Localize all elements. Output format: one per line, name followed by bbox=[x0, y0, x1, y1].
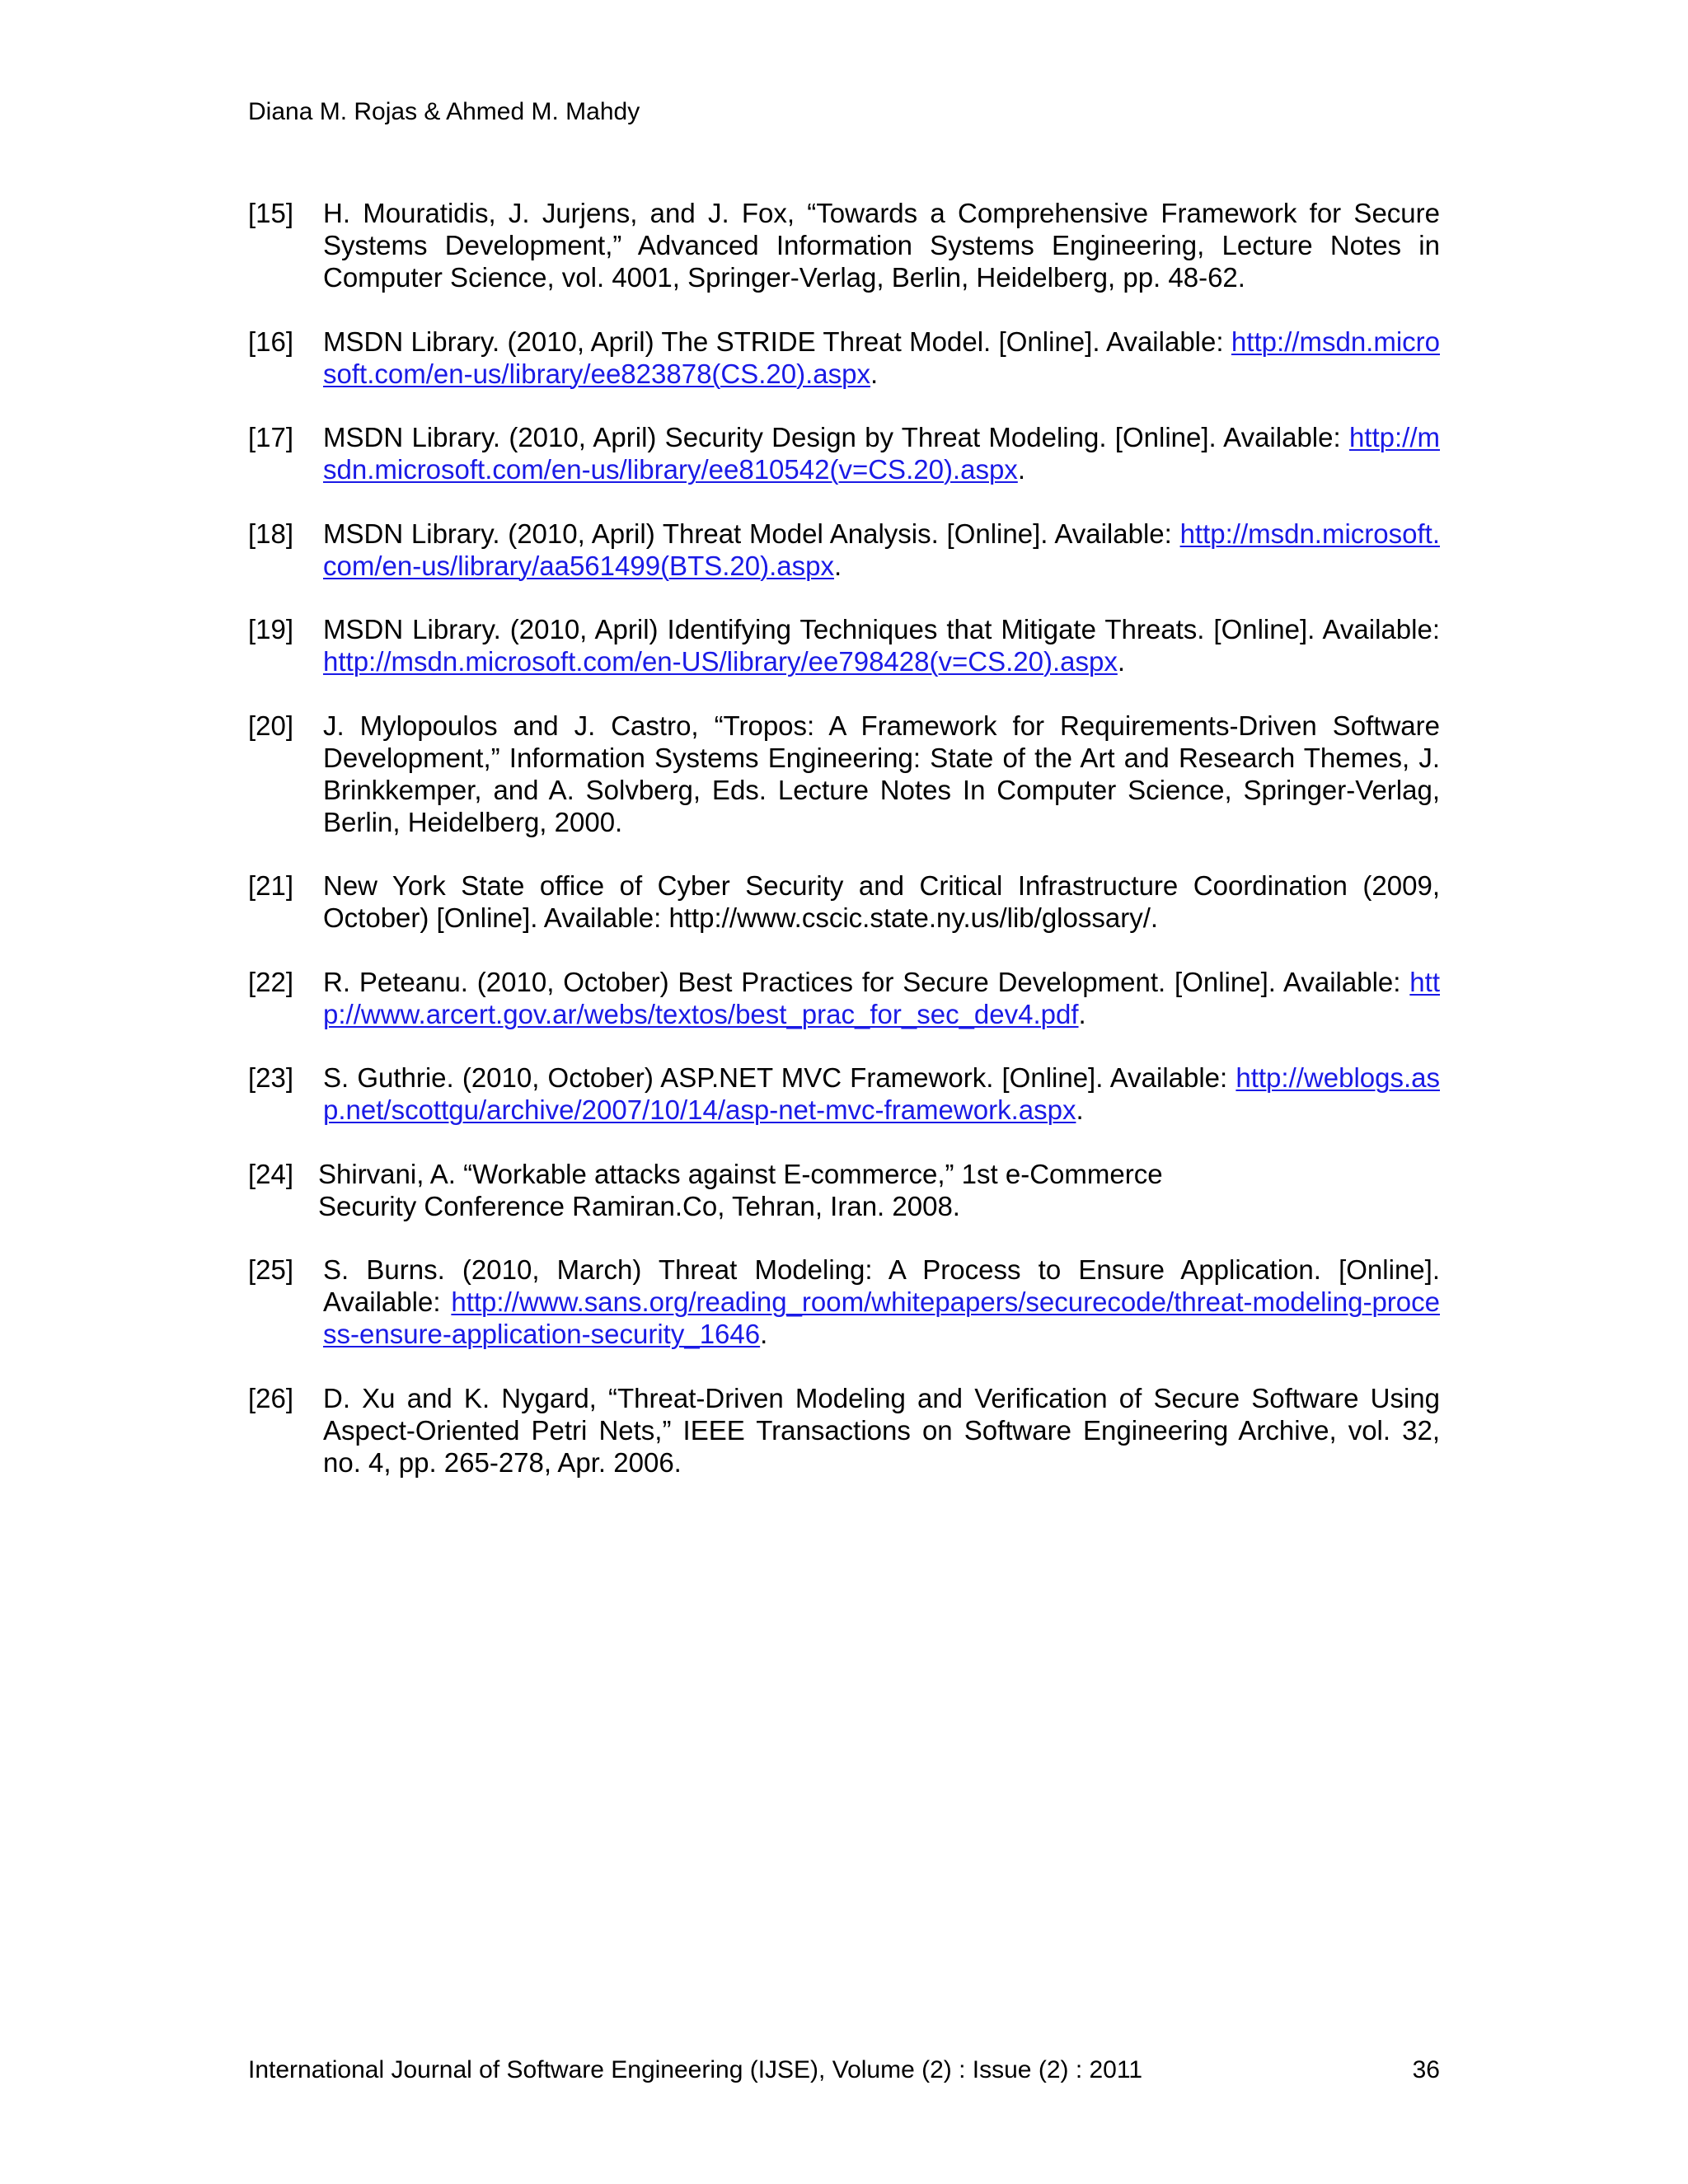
reference-number: [24] bbox=[248, 1158, 294, 1189]
reference-number: [25] bbox=[248, 1254, 294, 1285]
reference-text: R. Peteanu. (2010, October) Best Practices for Secure Development. [Online]. Available: bbox=[323, 966, 1401, 997]
reference-text: H. Mouratidis, J. Jurjens, and J. Fox, “Towards a Comprehensive Framework for Secure Systems Development,” Advanced Information Systems Engineering, Lecture Notes in Computer Science, vol. 4001, Springer-Verlag, Berlin, Heidelberg, pp. 48-62. bbox=[323, 198, 1440, 293]
reference-text: D. Xu and K. Nygard, “Threat-Driven Modeling and Verification of Secure Software Using Aspect-Oriented Petri Nets,” IEEE Transactions on Software Engineering Archive, vol. 32, no. 4, pp. 265-278, Apr. 2006. bbox=[323, 1382, 1440, 1478]
reference-number: [16] bbox=[248, 326, 294, 357]
reference-text: New York State office of Cyber Security and Critical Infrastructure Coordination (2009, October) [Online]. Available: http://www.cscic.state.ny.us/lib/glossary/. bbox=[323, 870, 1440, 933]
reference-item bbox=[248, 710, 1440, 838]
reference-item bbox=[248, 1382, 1440, 1479]
reference-link[interactable]: http://msdn.microsoft.com/en-us/library/ee810542(v=CS.20).aspx bbox=[323, 422, 1440, 485]
reference-body bbox=[318, 1158, 1266, 1222]
reference-body bbox=[323, 966, 1440, 1030]
reference-body bbox=[323, 326, 1440, 390]
reference-trailing-punctuation: . bbox=[1117, 646, 1126, 677]
reference-link[interactable]: http://weblogs.asp.net/scottgu/archive/2007/10/14/asp-net-mvc-framework.aspx bbox=[323, 1062, 1441, 1125]
reference-trailing-punctuation: . bbox=[870, 358, 879, 389]
reference-text: Shirvani, A. “Workable attacks against E-commerce,” 1st e-Commerce Security Conference Ramiran.Co, Tehran, Iran. 2008. bbox=[318, 1158, 1163, 1221]
reference-trailing-punctuation: . bbox=[1078, 998, 1086, 1029]
reference-item bbox=[248, 966, 1440, 1030]
reference-text: S. Burns. (2010, March) Threat Modeling: A Process to Ensure Application. [Online]. Available: bbox=[323, 1254, 1440, 1317]
reference-body bbox=[323, 518, 1440, 582]
running-header-authors: Diana M. Rojas & Ahmed M. Mahdy bbox=[248, 98, 640, 125]
reference-text: S. Guthrie. (2010, October) ASP.NET MVC Framework. [Online]. Available: bbox=[323, 1062, 1228, 1093]
reference-item bbox=[248, 518, 1440, 582]
reference-item bbox=[248, 869, 1440, 934]
reference-item bbox=[248, 1254, 1440, 1350]
reference-item bbox=[248, 1158, 1440, 1222]
reference-text: MSDN Library. (2010, April) Threat Model Analysis. [Online]. Available: bbox=[323, 518, 1172, 549]
reference-body bbox=[323, 710, 1440, 838]
reference-list bbox=[248, 197, 1440, 1510]
reference-body bbox=[323, 1254, 1440, 1350]
reference-number: [17] bbox=[248, 422, 294, 452]
reference-trailing-punctuation: . bbox=[1017, 454, 1025, 485]
reference-text: MSDN Library. (2010, April) Security Design by Threat Modeling. [Online]. Available: bbox=[323, 422, 1341, 452]
reference-link[interactable]: http://www.sans.org/reading_room/whitepapers/securecode/threat-modeling-process-ensure-application-security_1646 bbox=[323, 1286, 1440, 1349]
footer-journal-citation: International Journal of Software Engineering (IJSE), Volume (2) : Issue (2) : 2011 bbox=[248, 2056, 1143, 2083]
reference-text: MSDN Library. (2010, April) Identifying Techniques that Mitigate Threats. [Online]. Available: bbox=[323, 614, 1440, 644]
reference-body bbox=[323, 421, 1440, 485]
reference-trailing-punctuation: . bbox=[760, 1319, 768, 1349]
reference-number: [20] bbox=[248, 710, 294, 741]
reference-number: [23] bbox=[248, 1062, 294, 1093]
reference-number: [21] bbox=[248, 870, 294, 901]
reference-number: [18] bbox=[248, 518, 294, 549]
reference-text: MSDN Library. (2010, April) The STRIDE Threat Model. [Online]. Available: bbox=[323, 326, 1224, 357]
reference-trailing-punctuation: . bbox=[1076, 1094, 1084, 1125]
reference-number: [26] bbox=[248, 1382, 294, 1413]
reference-link[interactable]: http://msdn.microsoft.com/en-us/library/aa561499(BTS.20).aspx bbox=[323, 518, 1440, 581]
reference-body bbox=[323, 1382, 1440, 1479]
reference-number: [19] bbox=[248, 614, 294, 644]
reference-item bbox=[248, 197, 1440, 293]
reference-number: [15] bbox=[248, 198, 294, 228]
footer-page-number: 36 bbox=[1412, 2056, 1440, 2083]
reference-item bbox=[248, 613, 1440, 677]
reference-link[interactable]: http://msdn.microsoft.com/en-us/library/ee823878(CS.20).aspx bbox=[323, 326, 1440, 389]
reference-body bbox=[323, 1062, 1440, 1126]
reference-number: [22] bbox=[248, 966, 294, 997]
reference-item bbox=[248, 421, 1440, 485]
reference-trailing-punctuation: . bbox=[833, 550, 842, 581]
reference-text: J. Mylopoulos and J. Castro, “Tropos: A Framework for Requirements-Driven Software Development,” Information Systems Engineering: State of the Art and Research Themes, J. Brinkkemper, and A. Solvberg, Eds. Lecture Notes In Computer Science, Springer-Verlag, Berlin, Heidelberg, 2000. bbox=[323, 710, 1440, 837]
reference-body bbox=[323, 613, 1440, 677]
reference-link[interactable]: http://www.arcert.gov.ar/webs/textos/best_prac_for_sec_dev4.pdf bbox=[323, 966, 1440, 1029]
reference-body bbox=[323, 869, 1440, 934]
reference-link[interactable]: http://msdn.microsoft.com/en-US/library/ee798428(v=CS.20).aspx bbox=[323, 646, 1118, 677]
reference-item bbox=[248, 326, 1440, 390]
reference-body bbox=[323, 197, 1440, 293]
reference-item bbox=[248, 1062, 1440, 1126]
